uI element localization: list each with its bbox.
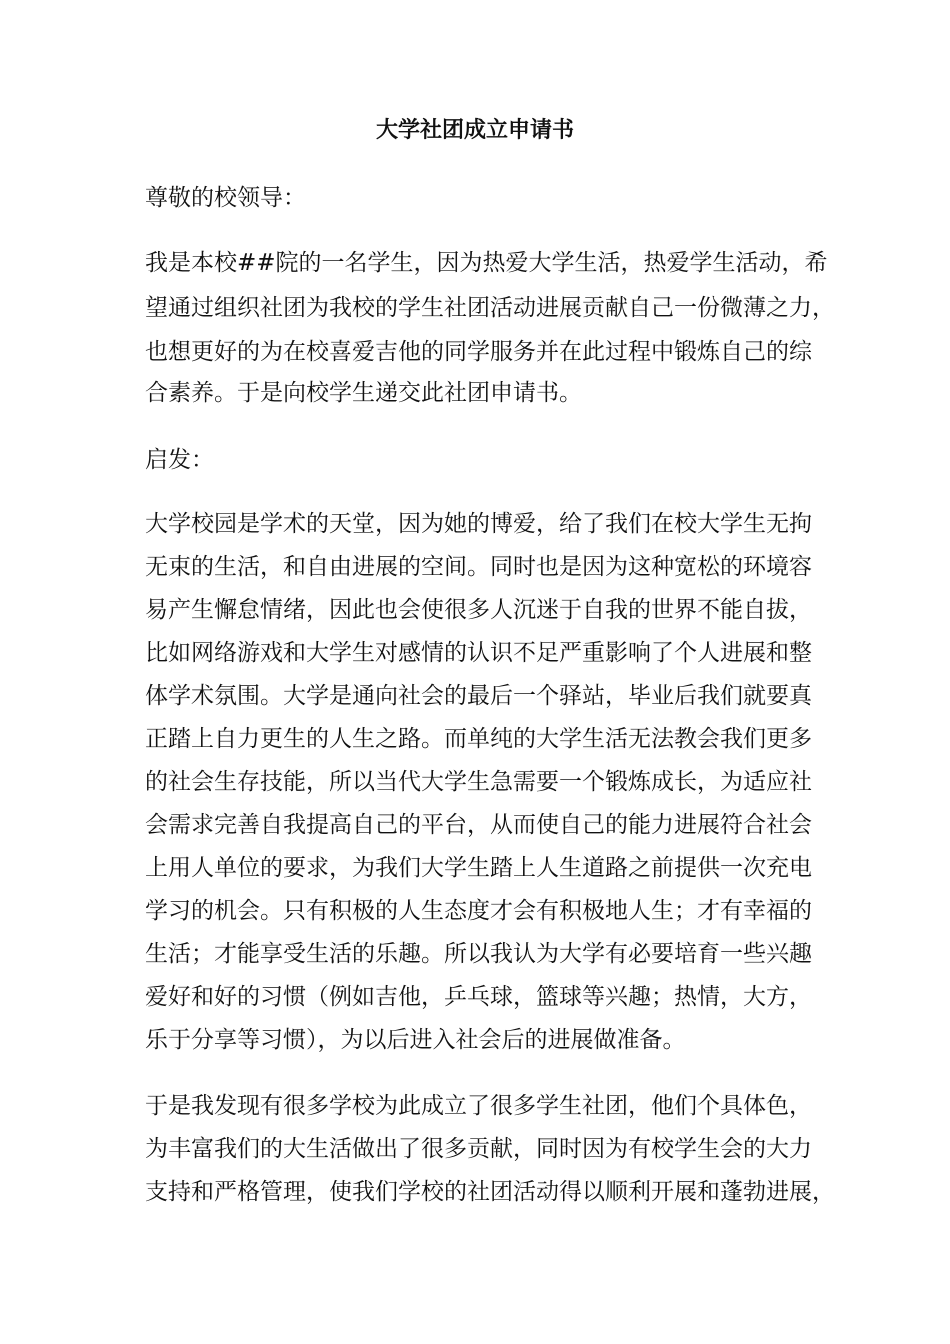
- document-title: 大学社团成立申请书: [375, 117, 574, 143]
- paragraph-3-line: 为丰富我们的大生活做出了很多贡献，同时因为有校学生会的大力: [145, 1136, 812, 1162]
- paragraph-1-line: 望通过组织社团为我校的学生社团活动进展贡献自己一份微薄之力，: [145, 295, 835, 321]
- paragraph-2-line: 乐于分享等习惯），为以后进入社会后的进展做准备。: [145, 1027, 686, 1053]
- paragraph-3-line: 于是我发现有很多学校为此成立了很多学生社团，他们个具体色，: [145, 1093, 812, 1119]
- paragraph-3-line: 支持和严格管理，使我们学校的社团活动得以顺利开展和蓬勃进展，: [145, 1179, 835, 1205]
- paragraph-2-line: 爱好和好的习惯（例如吉他，乒乓球，篮球等兴趣；热情，大方，: [145, 984, 812, 1010]
- paragraph-2-line: 上用人单位的要求，为我们大学生踏上人生道路之前提供一次充电: [145, 855, 812, 881]
- paragraph-2-line: 会需求完善自我提高自己的平台，从而使自己的能力进展符合社会: [145, 812, 812, 838]
- paragraph-2-line: 学习的机会。只有积极的人生态度才会有积极地人生；才有幸福的: [145, 898, 812, 924]
- paragraph-2-line: 大学校园是学术的天堂，因为她的博爱，给了我们在校大学生无拘: [145, 511, 812, 537]
- paragraph-2-line: 比如网络游戏和大学生对感情的认识不足严重影响了个人进展和整: [145, 640, 812, 666]
- paragraph-1-line: 我是本校##院的一名学生，因为热爱大学生活，热爱学生活动，希: [145, 250, 828, 276]
- section-heading-inspiration: 启发：: [145, 447, 214, 473]
- salutation: 尊敬的校领导：: [145, 185, 306, 211]
- paragraph-2-line: 生活；才能享受生活的乐趣。所以我认为大学有必要培育一些兴趣: [145, 941, 812, 967]
- paragraph-1-line: 也想更好的为在校喜爱吉他的同学服务并在此过程中锻炼自己的综: [145, 339, 812, 365]
- paragraph-2-line: 体学术氛围。大学是通向社会的最后一个驿站，毕业后我们就要真: [145, 683, 812, 709]
- paragraph-2-line: 的社会生存技能，所以当代大学生急需要一个锻炼成长，为适应社: [145, 769, 812, 795]
- paragraph-2-line: 正踏上自力更生的人生之路。而单纯的大学生活无法教会我们更多: [145, 726, 812, 752]
- paragraph-1-line: 合素养。于是向校学生递交此社团申请书。: [145, 380, 582, 406]
- paragraph-2-line: 无束的生活，和自由进展的空间。同时也是因为这种宽松的环境容: [145, 554, 812, 580]
- paragraph-2-line: 易产生懈怠情绪，因此也会使很多人沉迷于自我的世界不能自拔，: [145, 597, 812, 623]
